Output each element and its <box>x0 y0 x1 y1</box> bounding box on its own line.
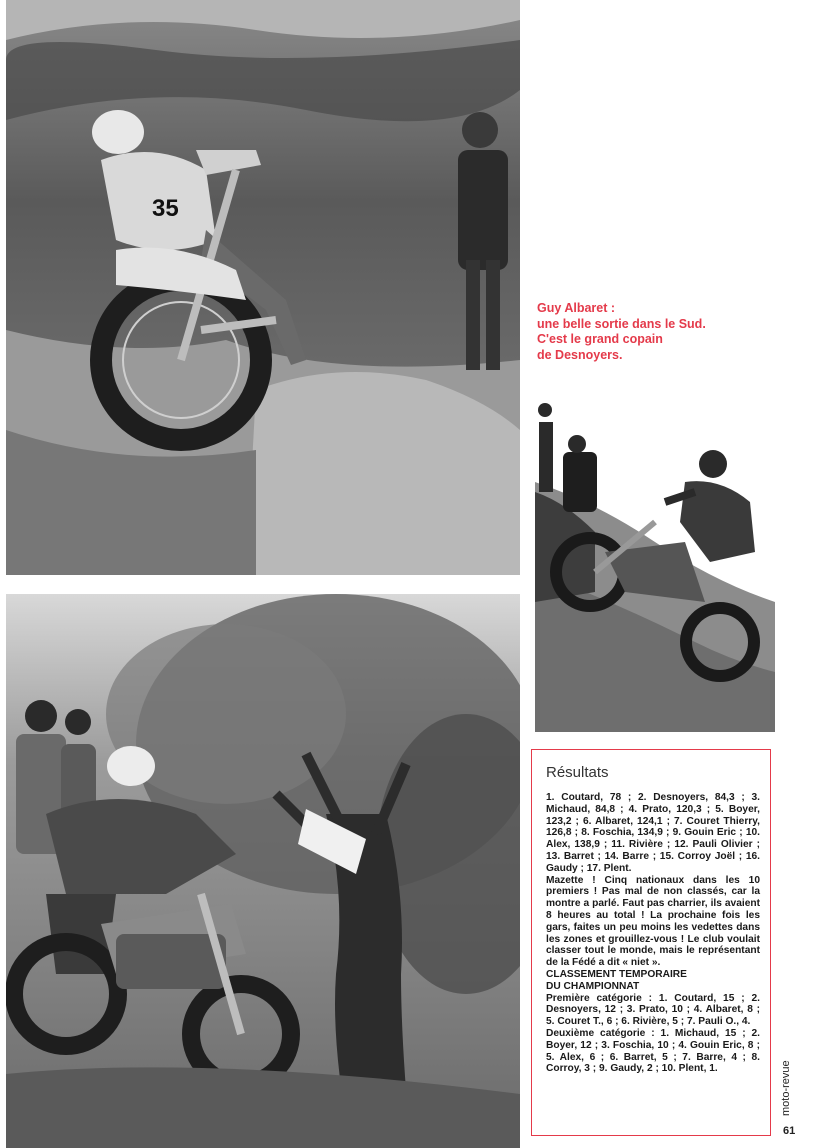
caption-line: Guy Albaret : <box>537 301 616 315</box>
photo-rider-jump-image <box>6 0 520 575</box>
photo-rider-tree-image <box>6 594 520 1148</box>
results-paragraph: Mazette ! Cinq nationaux dans les 10 premiers ! Pas mal de non classés, car la montre a parlé. Faut pas charrier, ils avaient 8 heures au total ! La prochaine fois les gars, faites un peu moins les vedettes dans les zones et grouillez-vous ! Le club voulait classer tout le monde, mais le représentant de la Fédé a dit « niet ». <box>546 874 760 969</box>
photo-rider-climb <box>535 392 775 732</box>
results-heading: DU CHAMPIONNAT <box>546 980 640 992</box>
results-paragraph: Première catégorie : 1. Coutard, 15 ; 2. Desnoyers, 12 ; 3. Prato, 10 ; 4. Albaret, 8 ; 5. Couret T., 6 ; 6. Rivière, 5 ; 7. Pauli O., 4. <box>546 992 760 1028</box>
caption-line: de Desnoyers. <box>537 347 623 362</box>
results-paragraph: Deuxième catégorie : 1. Michaud, 15 ; 2. Boyer, 12 ; 3. Foschia, 10 ; 4. Gouin Eric, 8 ; 5. Alex, 6 ; 6. Barret, 5 ; 7. Barre, 4 ; 8. Corroy, 3 ; 9. Gaudy, 2 ; 10. Plent, 1. <box>546 1027 760 1075</box>
rider-number-text: 35 <box>152 195 179 222</box>
results-heading: CLASSEMENT TEMPORAIRE <box>546 968 687 980</box>
magazine-name <box>780 1058 820 1118</box>
photo-rider-climb-image <box>535 392 775 732</box>
photo-rider-jump <box>6 0 520 575</box>
page-number: 61 <box>783 1125 796 1137</box>
results-body <box>546 792 760 1075</box>
results-title: Résultats <box>546 764 609 781</box>
photo-rider-tree <box>6 594 520 1148</box>
caption-line: C'est le grand copain <box>537 332 663 347</box>
results-paragraph: 1. Coutard, 78 ; 2. Desnoyers, 84,3 ; 3. Michaud, 84,8 ; 4. Prato, 120,3 ; 5. Boyer, 123,2 ; 6. Albaret, 124,1 ; 7. Couret Thierry, 126,8 ; 8. Foschia, 134,9 ; 9. Gouin Eric ; 10. Alex, 138,9 ; 11. Rivière ; 12. Pauli Olivier ; 13. Barret ; 14. Barre ; 15. Corroy Joël ; 16. Gaudy ; 17. Plent. <box>546 792 760 874</box>
photo-caption <box>537 301 777 363</box>
magazine-name-text: moto-revue <box>780 1060 792 1116</box>
caption-line: une belle sortie dans le Sud. <box>537 316 706 331</box>
results-box <box>531 749 771 1136</box>
